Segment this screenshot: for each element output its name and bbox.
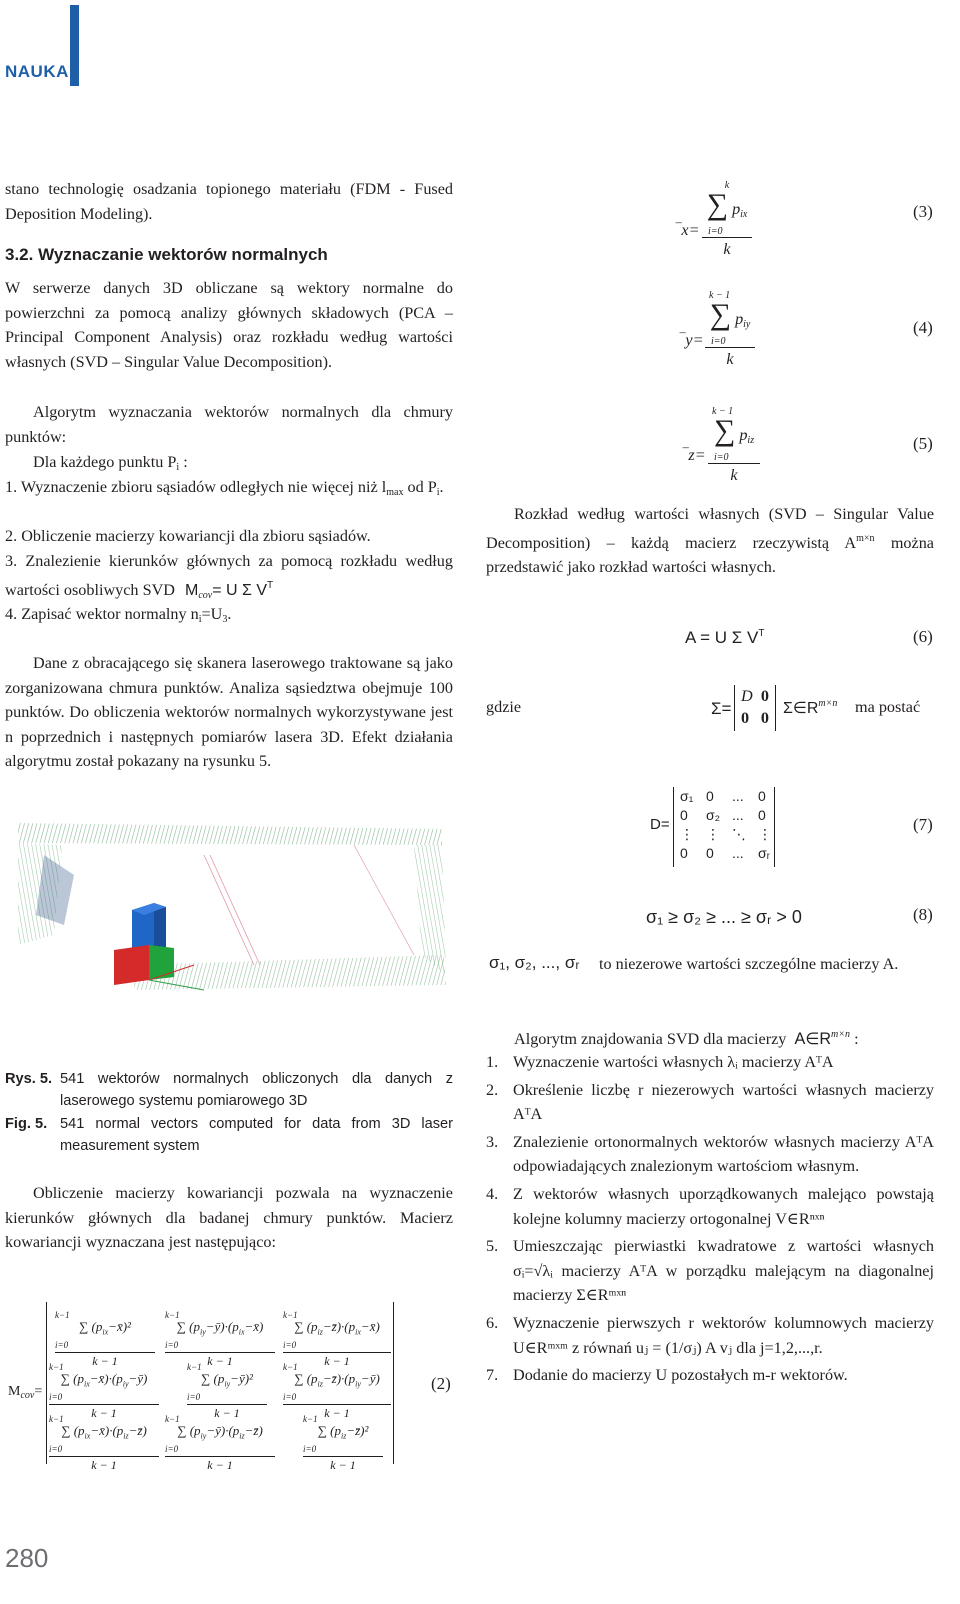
svd-algorithm-list (486, 1050, 934, 1388)
eq7-number: (7) (913, 815, 933, 834)
eq5-lhs: ‾z= (683, 446, 706, 464)
eq8-number: (8) (913, 905, 933, 924)
svd-step-1: 1. Wyznaczenie wartości własnych λᵢ macierzy AᵀA (486, 1053, 834, 1071)
eq5-fraction: k − 1 ∑ $p_{iz}$ i=0 k (708, 406, 760, 486)
svd-step-5: 5. Umieszczając pierwiastki kwadratowe z wartości własnych σᵢ=√λᵢ macierzy AᵀA w porządku malejącym na diagonalnej macierzy Σ∈Rᵐˣⁿ (486, 1237, 934, 1305)
cov-cell-zx: k−1 ∑ $(p_{iz}-z̄)\cdot(p_{ix}-x̄)$ i=0 k − 1 (283, 1310, 391, 1368)
paragraph-covariance: Obliczenie macierzy kowariancji pozwala na wyznaczenie kierunków głównych dla badanej chmury punktów. Macierz kowariancji wyznaczana jest następująco: (5, 1184, 453, 1252)
page-number: 280 (5, 1543, 49, 1573)
eq5-number: (5) (913, 434, 933, 453)
paragraph-each-point: Dla każdego punktu $P_i$ : (33, 453, 188, 473)
algorithm-step-3: 3. Znalezienie kierunków głównych za pomocą rozkładu według wartości osobliwych SVD $M_{cov}= U$ Σ $V^T$ (5, 552, 453, 601)
cov-cell-xy: k−1 ∑ $(p_{ix}-x̄)\cdot(p_{iy}-ȳ)$ i=0 k − 1 (49, 1362, 159, 1420)
eq3-fraction: k ∑ $p_{ix}$ i=0 k (702, 180, 752, 260)
eq3-lhs: ‾x= (676, 221, 700, 239)
paragraph-laser-scanner: Dane z obracającego się skanera laserowego traktowane są jako zorganizowana chmura punktów. Analiza sąsiedztwa obejmuje 100 punktów. Do obliczenia wektorów normalnych wykorzystywane jest n poprzednich i następnych pomiarów lasera 3D. Efekt działania algorytmu został pokazany na rysunku 5. (5, 654, 453, 771)
cov-cell-zy: k−1 ∑ $(p_{iz}-z̄)\cdot(p_{iy}-ȳ)$ i=0 k − 1 (283, 1362, 391, 1420)
svd-step-7: 7. Dodanie do macierzy U pozostałych m-r wektorów. (486, 1366, 848, 1385)
intro-paragraph: stano technologię osadzania topionego materiału (FDM - Fused Deposition Modeling). (5, 180, 453, 223)
sigmas-list: σ₁, σ₂, ..., σᵣ (489, 953, 580, 972)
sigmas-text: to niezerowe wartości szczególne macierzy A. (599, 955, 899, 973)
cov-cell-xx: k−1 ∑ $(p_{ix}-x̄)^2$ i=0 k − 1 (55, 1310, 155, 1368)
covariance-matrix (46, 1302, 394, 1472)
eq6-number: (6) (913, 627, 933, 646)
eq3-number: (3) (913, 202, 933, 221)
eq6-formula: A = U Σ $V^T$ (685, 628, 765, 647)
cov-cell-zz: k−1 ∑ $(p_{iz}-z̄)^2$ i=0 k − 1 (303, 1414, 383, 1472)
section-label: NAUKA (5, 62, 69, 81)
eq4-lhs: ‾y= (680, 331, 704, 349)
svd-step-2: 2. Określenie liczbę r niezerowych wartości własnych macierzy AᵀA (486, 1080, 934, 1124)
sigma-block-matrix: D 0 0 0 (734, 685, 776, 731)
section-heading: 3.2. Wyznaczanie wektorów normalnych (5, 245, 328, 264)
caption-pl: Rys. 5. 541 wektorów normalnych obliczonych dla danych z laserowego systemu pomiarowego 3D (5, 1071, 453, 1109)
d-eq: D= (650, 816, 670, 833)
cov-cell-xz: k−1 ∑ $(p_{ix}-x̄)\cdot(p_{iz}-z̄)$ i=0 k − 1 (49, 1414, 159, 1472)
eq2-number: (2) (431, 1374, 451, 1393)
sigma-eq: Σ= (711, 699, 732, 718)
figure-point-cloud-normals (14, 815, 454, 1015)
label-ma-postac: ma postać (855, 698, 921, 716)
paragraph-svd-definition: Rozkład według wartości własnych (SVD – Singular Value Decomposition) – każdą macierz rzeczywistą $A^{m\times n}$ można przedstawić jako rozkład wartości własnych. (486, 505, 934, 577)
eq8-formula: σ₁ ≥ σ₂ ≥ ... ≥ σᵣ > 0 (646, 907, 802, 927)
cov-cell-yz: k−1 ∑ $(p_{iy}-ȳ)\cdot(p_{iz}-z̄)$ i=0 k − 1 (165, 1414, 275, 1472)
paragraph-algorithm-intro: Algorytm wyznaczania wektorów normalnych dla chmury punktów: (5, 403, 453, 446)
eq4-fraction: k − 1 ∑ $p_{iy}$ i=0 k (705, 290, 755, 370)
eq2-label: $M_{cov}=$ (8, 1384, 43, 1401)
algorithm-step-2: 2. Obliczenie macierzy kowariancji dla zbioru sąsiadów. (5, 527, 371, 545)
svd-step-4: 4. Z wektorów własnych uporządkowanych malejąco powstają kolejne kolumny macierzy ortogonalnej V∈Rⁿˣⁿ (486, 1184, 934, 1228)
eq4-number: (4) (913, 318, 933, 337)
brand-bar (70, 5, 79, 86)
cov-cell-yy: k−1 ∑ $(p_{iy}-ȳ)^2$ i=0 k − 1 (187, 1362, 267, 1420)
point-cloud-image (14, 815, 454, 1015)
caption-en: Fig. 5. 541 normal vectors computed for data from 3D laser measurement system (5, 1116, 453, 1154)
label-gdzie: gdzie (486, 698, 522, 716)
cov-cell-yx: k−1 ∑ $(p_{iy}-ȳ)\cdot(p_{ix}-x̄)$ i=0 k − 1 (165, 1310, 275, 1368)
algorithm-step-4: 4. Zapisać wektor normalny $n_i=U_3$. (5, 605, 232, 625)
svd-step-3: 3. Znalezienie ortonormalnych wektorów własnych macierzy AᵀA odpowiadających znalezionym wartościom własnym. (486, 1132, 934, 1176)
paragraph-svd-pca: W serwerze danych 3D obliczane są wektory normalne do powierzchni za pomocą analizy głównych składowych (PCA – Principal Component Analysis) oraz rozkładu według wartości własnych (SVD – Singular Value Decomposition). (5, 279, 453, 371)
svd-algorithm-title: Algorytm znajdowania SVD dla macierzy $A\in R^{m\times n}$ : (514, 1029, 859, 1048)
algorithm-step-1: 1. Wyznaczenie zbioru sąsiadów odległych nie więcej niż $l_{max}$ od $P_i$. (5, 478, 444, 498)
d-diagonal-matrix: σ₁ 0 ... 0 0 σ₂ ... 0 ⋮ ⋮ ⋱ ⋮ 0 0 ... σᵣ (673, 787, 775, 867)
sigma-in-r: $\Sigma\in R^{m\times n}$ (783, 698, 838, 717)
svd-step-6: 6. Wyznaczenie pierwszych r wektorów kolumnowych macierzy U∈Rᵐˣᵐ z równań uⱼ = (1/σⱼ) A vⱼ dla j=1,2,...,r. (486, 1313, 934, 1357)
